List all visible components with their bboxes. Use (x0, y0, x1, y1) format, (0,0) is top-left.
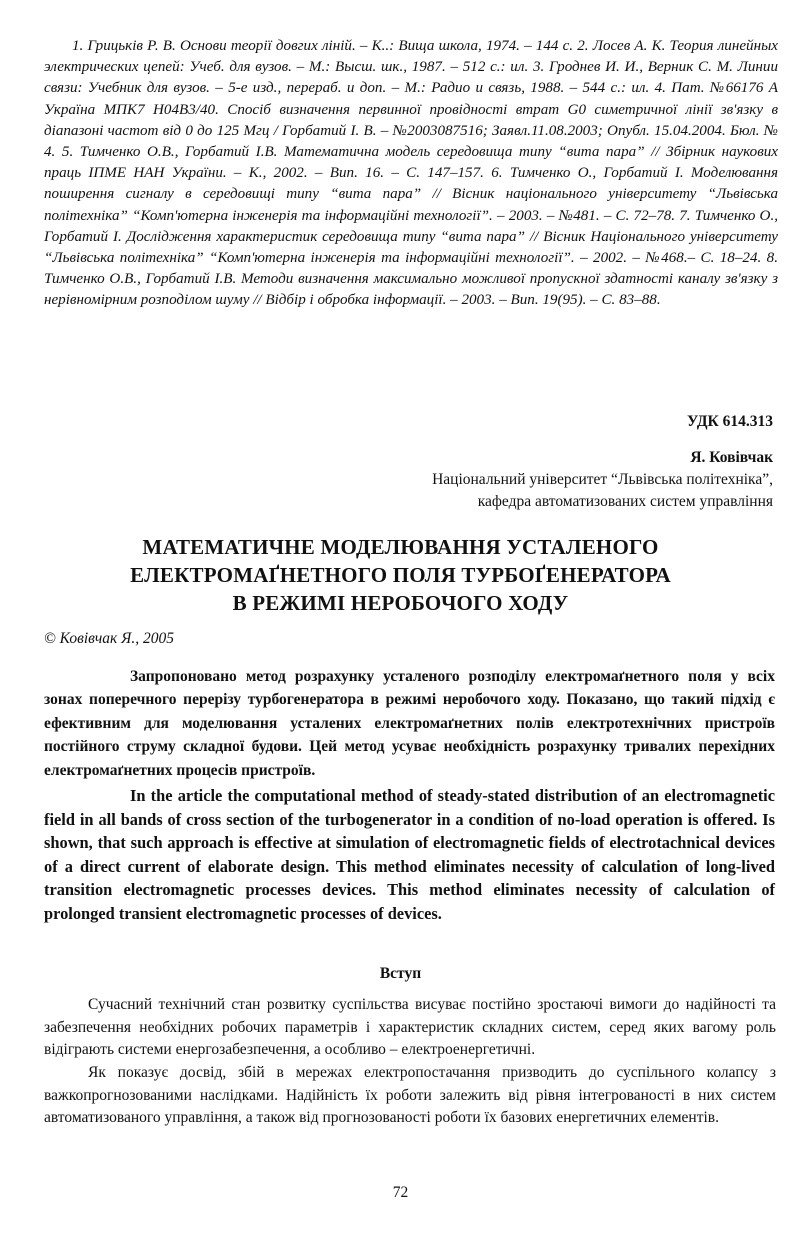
references-block: 1. Грицьків Р. В. Основи теорії довгих ліній. – К..: Вища школа, 1974. – 144 с. 2. Лосев А. К. Теория линейных электрических цепей: Учеб. для вузов. – М.: Высш. шк., 1987. – 512 с.: ил. 3. Гроднев И. И., Верник С. М. Линии связи: Учебник для вузов. – 5-е изд., перераб. и доп. – М.: Радио и связь, 1988. – 544 с.: ил. 4. Пат. №66176 А Україна МПК7 H04B3/40. Спосіб визначення первинної провідності втрат G0 симетричної лінії зв'язку в діапазоні частот від 0 до 125 Мгц / Горбатий І. В. – №2003087516; Заявл.11.08.2003; Опубл. 15.04.2004. Бюл. № 4. 5. Тимченко О.В., Горбатий І.В. Математична модель середовища типу “вита пара” // Збірник наукових праць ІПМЕ НАН України. – К., 2002. – Вип. 16. – С. 147–157. 6. Тимченко О., Горбатий І. Моделювання поширення сигналу в середовищі типу “вита пара” // Вісник національного університету “Львівська політехніка” “Комп'ютерна інженерія та інформаційні технології”. – 2003. – №481. – С. 72–78. 7. Тимченко О., Горбатий І. Дослідження характеристик середовища типу “вита пара” // Вісник Національного університету “Львівська політехніка” “Комп'ютерна інженерія та інформаційні технології”. – 2002. – №468.– С. 18–24. 8. Тимченко О.В., Горбатий І.В. Методи визначення максимально можливої пропускної здатності каналу зв'язку з нерівномірним розподілом шуму // Відбір і обробка інформації. – 2003. – Вип. 19(95). – С. 83–88. (44, 38, 778, 309)
section-heading-intro: Вступ (379, 965, 422, 982)
affiliation-university: Національний університет “Львівська політехніка”, (432, 471, 773, 488)
page-number: 72 (392, 1184, 409, 1201)
title-line-2: ЕЛЕКТРОМАҐНЕТНОГО ПОЛЯ ТУРБОҐЕНЕРАТОРА (130, 563, 671, 587)
udk-code: УДК 614.313 (687, 413, 773, 430)
body-paragraph-2: Як показує досвід, збій в мережах електропостачання призводить до суспільного колапсу з важкопрогнозованими наслідками. Надійність їх роботи залежить від рівня інтегрованості в них систем автоматизованого управління, а також від прогнозованості роботи їх базових енергетичних елементів. (44, 1064, 776, 1127)
author-affiliation (313, 447, 773, 513)
author-name: Я. Ковівчак (690, 449, 773, 466)
title-line-3: В РЕЖИМІ НЕРОБОЧОГО ХОДУ (232, 591, 569, 615)
copyright-notice: © Ковівчак Я., 2005 (44, 630, 174, 647)
body-paragraph-1: Сучасний технічний стан розвитку суспільства висуває постійно зростаючі вимоги до надійності та забезпечення необхідних робочих параметрів і характеристик складних систем, серед яких вагому роль відіграють системи енергозабезпечення, а особливо – електроенергетичні. (44, 996, 776, 1059)
abstract-english: In the article the computational method of steady-stated distribution of an electromagnetic field in all bands of cross section of the turbogenerator in a condition of no-load operation is offered. Is shown, that such approach is effective at simulation of electromagnetic fields of electrotachnical devices of a direct current of elaborate design. This method eliminates necessity of calculation of long-lived transition electromagnetic processes devices. This method eliminates necessity of calculation of prolonged transient electromagnetic processes of devices. (44, 786, 775, 923)
abstract-ukrainian: Запропоновано метод розрахунку усталеного розподілу електромаґнетного поля у всіх зонах поперечного перерізу турбогенератора в режимі неробочого ходу. Показано, що такий підхід є ефективним для моделювання усталених електромаґнетних полів електротехнічних пристроїв постійного струму складної будови. Цей метод усуває необхідність розрахунку тривалих перехідних електромаґнетних процесів пристроїв. (44, 668, 775, 779)
title-line-1: МАТЕМАТИЧНЕ МОДЕЛЮВАННЯ УСТАЛЕНОГО (142, 535, 659, 559)
affiliation-department: кафедра автоматизованих систем управління (477, 493, 773, 510)
article-title (40, 533, 761, 617)
